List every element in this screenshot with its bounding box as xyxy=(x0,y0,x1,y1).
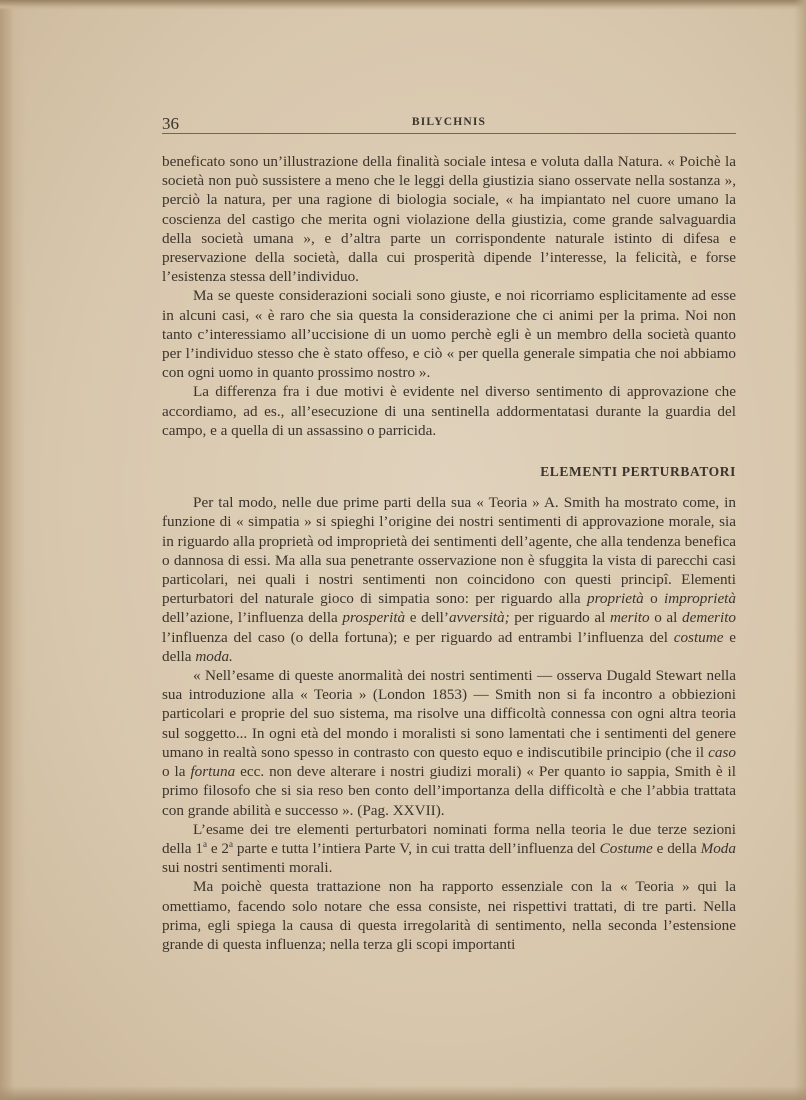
text-run: e dell’ xyxy=(405,609,449,627)
paragraph xyxy=(162,666,736,820)
text-run: L’esame dei tre elementi perturbatori nominati forma nella teoria le due terze sezioni della 1 xyxy=(162,820,736,857)
text-run: o la xyxy=(162,763,191,781)
ordinal-superscript: a xyxy=(202,838,207,849)
italic-term: caso xyxy=(708,743,736,761)
italic-term: merito xyxy=(609,609,650,627)
paragraph xyxy=(162,820,736,878)
text-run: e della xyxy=(652,839,701,857)
text-run: e 2 xyxy=(206,839,230,857)
text-run: e della xyxy=(162,628,736,665)
header-rule xyxy=(162,133,736,134)
italic-term: moda. xyxy=(195,647,233,665)
text-run: « Nell’esame di queste anormalità dei nostri sentimenti — osserva Dugald Stewart nella sua introduzione alla « Teoria » (London 1853) — Smith non si fa incontro a obbiezioni particolari e proprie del suo sistema, ma risolve una difficoltà connessa con ogni altra teoria sul soggetto... In ogni età del mondo i moralisti si sono lamentati che i sentimenti del genere umano in realtà sono spesso in contrasto con questo equo e indiscutibile principio (che il xyxy=(162,667,736,761)
italic-term: Moda xyxy=(700,839,736,857)
paragraph: Ma poichè questa trattazione non ha rapporto essenziale con la « Teoria » qui la omettiamo, facendo solo notare che essa consiste, nei rispettivi trattati, di tre parti. Nella prima, egli spiega la causa di questa irregolarità di sentimento, nella seconda l’estensione grande di questa influenza; nella terza gli scopi importanti xyxy=(162,878,736,953)
text-run: per riguardo al xyxy=(509,609,610,627)
italic-term: demerito xyxy=(682,609,737,627)
text-run: o xyxy=(643,590,664,608)
italic-term: improprietà xyxy=(664,590,736,608)
text-run: sui nostri sentimenti morali. xyxy=(162,859,333,877)
italic-term: proprietà xyxy=(586,590,644,608)
italic-term: Costume xyxy=(599,839,653,857)
page-edge-top xyxy=(0,0,806,10)
text-run: l’influenza del caso (o della fortuna); e per riguardo ad entrambi l’influenza del xyxy=(162,628,674,646)
italic-term: prosperità xyxy=(342,609,406,627)
page-edge-right xyxy=(794,0,806,1100)
text-run: o al xyxy=(649,609,683,627)
section-heading: ELEMENTI PERTURBATORI xyxy=(540,464,736,480)
paragraph: La differenza fra i due motivi è evidente nel diverso sentimento di approvazione che accordiamo, ad es., all’esecuzione di una sentinella addormentatasi durante la guardia del campo, e a quella di un assassino o parricida. xyxy=(162,383,736,439)
running-title: BILYCHNIS xyxy=(411,116,487,128)
page-edge-bottom xyxy=(0,1086,806,1100)
ordinal-superscript: a xyxy=(229,838,234,849)
italic-term: fortuna xyxy=(190,763,236,781)
running-header xyxy=(162,114,736,140)
page-edge-left xyxy=(0,0,26,1100)
text-run: Per tal modo, nelle due prime parti della sua « Teoria » A. Smith ha mostrato come, in funzione di « simpatia » si spieghi l’origine dei nostri sentimenti di approvazione morale, sia in riguardo alla proprietà od improprietà dei sentimenti dell’agente, che alla tendenza benefica o dannosa di essi. Ma alla sua penetrante osservazione non è sfuggita la vista di parecchi casi particolari, nei quali i nostri sentimenti non coincidono con questi principî. Elementi perturbatori del naturale gioco di simpatia sono: per riguardo alla xyxy=(162,494,736,608)
paragraph: beneficato sono un’illustrazione della finalità sociale intesa e voluta dalla Natura. « Poichè la società non può sussistere a meno che le leggi della giustizia siano osservate nella sostanza », perciò la natura, per una ragione di biologia sociale, « ha impiantato nel cuore umano la coscienza del castigo che merita ogni violazione della giustizia, come grande salvaguardia della società umana », e d’altra parte un corrispondente naturale istinto di difesa e preservazione della società, dalla cui prosperità dipende l’interesse, la felicità, e forse l’esistenza stessa dell’individuo. xyxy=(162,153,736,286)
text-run: parte e tutta l’intiera Parte V, in cui tratta dell’influenza del xyxy=(233,839,600,857)
text-run: ecc. non deve alterare i nostri giudizi morali) « Per quanto io sappia, Smith è il primo filosofo che si sia reso ben conto dell’importanza della difficoltà e che l’abbia trattata con grande abilità e successo ». (Pag. XXVII). xyxy=(162,763,736,819)
paragraph: Ma se queste considerazioni sociali sono giuste, e noi ricorriamo esplicitamente ad esse in alcuni casi, « è raro che sia questa la considerazione che ci animi per la prima. Noi non tanto c’interessiamo all’uccisione di un uomo perchè egli è un membro della società quanto per l’individuo stesso che è stato offeso, e ciò « per quella generale simpatia che noi abbiamo con ogni uomo in quanto prossimo nostro ». xyxy=(162,287,736,382)
body-text xyxy=(162,152,736,954)
page-number: 36 xyxy=(162,114,179,133)
italic-term: avversità; xyxy=(448,609,510,627)
italic-term: costume xyxy=(673,628,724,646)
paragraph xyxy=(162,493,736,666)
text-run: dell’azione, l’influenza della xyxy=(162,609,343,627)
